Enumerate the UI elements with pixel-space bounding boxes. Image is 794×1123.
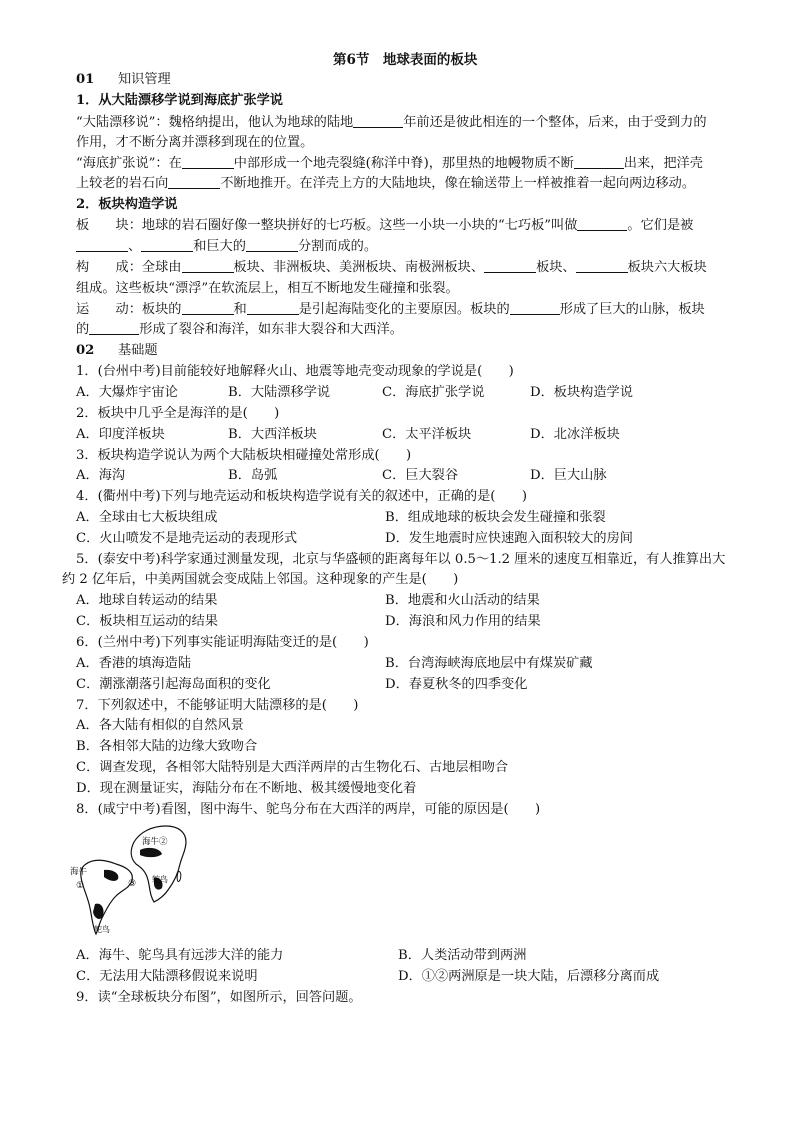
fill-blank[interactable] — [577, 216, 627, 231]
manatee-range-shape — [140, 848, 162, 857]
fill-blank[interactable] — [247, 300, 299, 315]
option-c[interactable]: C．板块相互运动的结果 — [76, 614, 218, 629]
option-c[interactable]: C．无法用大陆漂移假说来说明 — [76, 969, 258, 984]
option-a[interactable]: A．香港的填海造陆 — [76, 656, 192, 671]
map-label: 鸵鸟 — [94, 925, 110, 934]
manatee-range-shape — [104, 870, 118, 881]
question-stem: 7．下列叙述中，不能够证明大陆漂移的是( ) — [76, 698, 359, 713]
option-a[interactable]: A．大爆炸宇宙论 — [76, 385, 178, 400]
fill-blank[interactable] — [182, 258, 234, 273]
option-a[interactable]: A．各大陆有相似的自然风景 — [76, 718, 244, 733]
section-number: 01 — [76, 72, 95, 87]
option-d[interactable]: D．巨大山脉 — [530, 468, 607, 483]
madagascar-shape — [177, 871, 181, 881]
option-b[interactable]: B．岛弧 — [228, 468, 278, 483]
knowledge-line: 上较老的岩石向 不断地推开。在洋壳上方的大陆地块，像在输送带上一样被推着一起向两边移动。 — [76, 176, 696, 191]
option-b[interactable]: B．大陆漂移学说 — [228, 385, 331, 400]
knowledge-line: 运 动：板块的 和 是引起海陆变化的主要原因。板块的 形成了巨大的山脉，板块 — [76, 302, 705, 317]
fill-blank[interactable] — [484, 258, 536, 273]
option-c[interactable]: C．火山喷发不是地壳运动的表现形式 — [76, 531, 298, 546]
question-stem: 5．(泰安中考)科学家通过测量发现，北京与华盛顿的距离每年以 0.5～1.2 厘米的速度互相靠近，有人推算出大 — [76, 552, 726, 567]
question-stem: 3．板块构造学说认为两个大陆板块相碰撞处常形成( ) — [76, 448, 412, 463]
option-d[interactable]: D．①②两洲原是一块大陆，后漂移分离而成 — [398, 969, 660, 984]
question-stem: 2．板块中几乎全是海洋的是( ) — [76, 406, 280, 421]
option-b[interactable]: B．地震和火山活动的结果 — [385, 593, 540, 608]
option-a[interactable]: A．印度洋板块 — [76, 427, 165, 442]
section-label: 基础题 — [118, 343, 158, 358]
option-d[interactable]: D．海浪和风力作用的结果 — [385, 614, 541, 629]
option-d[interactable]: D．北冰洋板块 — [530, 427, 620, 442]
continent-map-figure — [66, 820, 198, 940]
question-stem: 9．读“全球板块分布图”，如图所示，回答问题。 — [76, 990, 362, 1005]
fill-blank[interactable] — [168, 174, 220, 189]
page-title: 第6节 地球表面的板块 — [333, 52, 478, 68]
option-c[interactable]: C．太平洋板块 — [382, 427, 472, 442]
option-a[interactable]: A．海沟 — [76, 468, 126, 483]
option-b[interactable]: B．组成地球的板块会发生碰撞和张裂 — [385, 510, 606, 525]
option-b[interactable]: B．各相邻大陆的边缘大致吻合 — [76, 739, 258, 754]
option-b[interactable]: B．大西洋板块 — [228, 427, 317, 442]
knowledge-line: 构 成：全球由 板块、非洲板块、美洲板块、南极洲板块、 板块、 板块六大板块 — [76, 260, 707, 275]
knowledge-line: 作用，才不断分离并漂移到现在的位置。 — [76, 135, 314, 150]
ostrich-range-shape — [93, 904, 104, 919]
knowledge-line: 、 和巨大的 分割而成的。 — [76, 237, 377, 257]
section-label: 知识管理 — [118, 72, 171, 87]
fill-blank[interactable] — [182, 154, 234, 169]
map-label: 海牛 — [70, 867, 88, 877]
option-d[interactable]: D．春夏秋冬的四季变化 — [385, 677, 528, 692]
option-a[interactable]: A．全球由七大板块组成 — [76, 510, 218, 525]
option-d[interactable]: D．发生地震时应快速跑入面积较大的房间 — [385, 531, 633, 546]
section-number: 02 — [76, 343, 95, 358]
knowledge-line: 板 块：地球的岩石圈好像一整块拼好的七巧板。这些一小块一小块的“七巧板”叫做 。它们是被 — [76, 218, 694, 233]
fill-blank[interactable] — [353, 113, 403, 128]
knowledge-heading-1: 1．从大陆漂移学说到海底扩张学说 — [76, 93, 283, 108]
knowledge-line: “海底扩张说”：在 中部形成一个地壳裂缝(称洋中脊)，那里热的地幔物质不断 出来，把洋壳 — [76, 156, 703, 171]
knowledge-heading-2: 2．板块构造学说 — [76, 197, 178, 212]
map-label: 海牛② — [142, 837, 168, 847]
question-stem: 4．(衢州中考)下列与地壳运动和板块构造学说有关的叙述中，正确的是( ) — [76, 489, 527, 504]
question-stem: 6．(兰州中考)下列事实能证明海陆变迁的是( ) — [76, 635, 369, 650]
fill-blank[interactable] — [141, 237, 193, 252]
fill-blank[interactable] — [182, 300, 234, 315]
knowledge-line: “大陆漂移说”：魏格纳提出，他认为地球的陆地 年前还是彼此相连的一个整体，后来，由于受到力的 — [76, 115, 707, 130]
fill-blank[interactable] — [510, 300, 560, 315]
fill-blank[interactable] — [76, 237, 128, 252]
option-d[interactable]: D．板块构造学说 — [530, 385, 633, 400]
map-label: ① — [76, 881, 85, 891]
map-label: ③ — [128, 879, 137, 889]
question-stem: 1．(台州中考)目前能较好地解释火山、地震等地壳变动现象的学说是( ) — [76, 364, 514, 379]
knowledge-line: 组成。这些板块“漂浮”在软流层上，相互不断地发生碰撞和张裂。 — [76, 281, 459, 296]
option-d[interactable]: D．现在测量证实，海陆分布在不断地、极其缓慢地变化着 — [76, 781, 417, 796]
knowledge-line: 的 形成了裂谷和海洋，如东非大裂谷和大西洋。 — [76, 322, 403, 337]
option-a[interactable]: A．海牛、鸵鸟具有远涉大洋的能力 — [76, 948, 284, 963]
fill-blank[interactable] — [576, 258, 628, 273]
fill-blank[interactable] — [574, 154, 624, 169]
option-b[interactable]: B．台湾海峡海底地层中有煤炭矿藏 — [385, 656, 593, 671]
option-c[interactable]: C．潮涨潮落引起海岛面积的变化 — [76, 677, 271, 692]
fill-blank[interactable] — [246, 237, 298, 252]
option-c[interactable]: C．调查发现，各相邻大陆特别是大西洋两岸的古生物化石、古地层相吻合 — [76, 760, 509, 775]
option-b[interactable]: B．人类活动带到两洲 — [398, 948, 527, 963]
map-label: 鸵鸟 — [152, 875, 168, 884]
option-a[interactable]: A．地球自转运动的结果 — [76, 593, 218, 608]
option-c[interactable]: C．海底扩张学说 — [382, 385, 485, 400]
option-c[interactable]: C．巨大裂谷 — [382, 468, 459, 483]
question-stem: 8．(咸宁中考)看图，图中海牛、鸵鸟分布在大西洋的两岸，可能的原因是( ) — [76, 802, 541, 817]
fill-blank[interactable] — [89, 320, 139, 335]
question-stem-cont: 约 2 亿年后，中美两国就会变成陆上邻国。这种现象的产生是( ) — [62, 572, 459, 587]
